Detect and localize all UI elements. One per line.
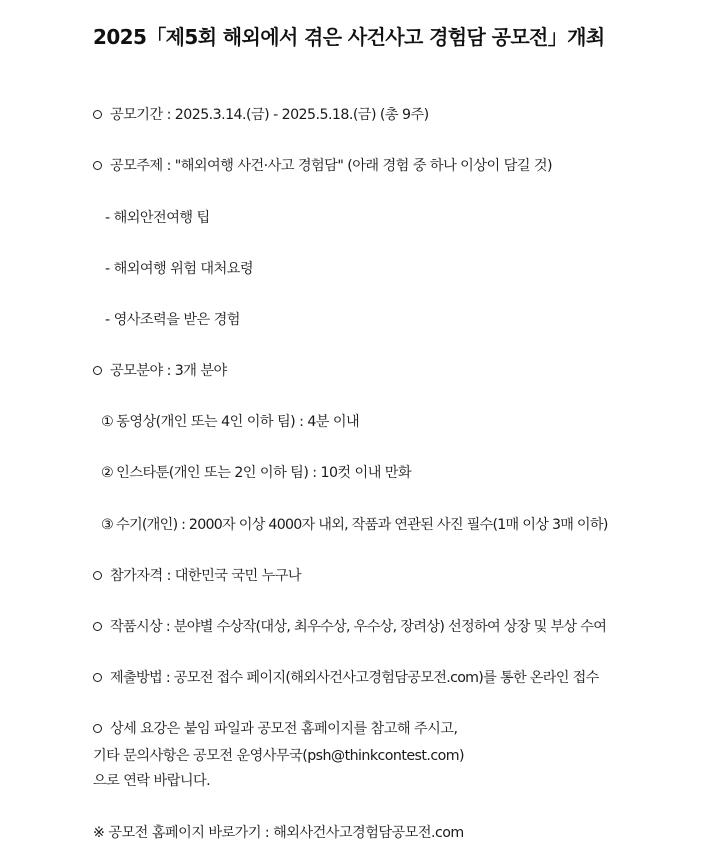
submission-text: 제출방법 : 공모전 접수 페이지(해외사건사고경험담공모전.com)를 통한 온라인 접수 — [110, 670, 599, 686]
circle-bullet-icon — [93, 571, 102, 580]
topic-item-text: 해외여행 위험 대처요령 — [113, 261, 254, 277]
topic-item-text: 영사조력을 받은 경험 — [113, 312, 240, 328]
dash-marker: - — [105, 261, 110, 277]
fields-line — [93, 361, 227, 381]
field-number: ① — [101, 414, 114, 430]
topic-line — [93, 156, 552, 176]
circle-bullet-icon — [93, 366, 102, 375]
details-text-3: 으로 연락 바랍니다. — [93, 773, 211, 789]
details-text-2: 기타 문의사항은 공모전 운영사무국(psh@thinkcontest.com) — [93, 748, 464, 764]
topic-text: 공모주제 : "해외여행 사건·사고 경험담" (아래 경험 중 하나 이상이 담길 것) — [110, 158, 553, 174]
field-item-text: 동영상(개인 또는 4인 이하 팀) : 4분 이내 — [116, 414, 360, 430]
page-title: 2025「제5회 해외에서 겪은 사건사고 경험담 공모전」개최 — [93, 25, 605, 49]
awards-text: 작품시상 : 분야별 수상작(대상, 최우수상, 우수상, 장려상) 선정하여 상장 및 부상 수여 — [110, 619, 607, 635]
circle-bullet-icon — [93, 673, 102, 682]
awards-line — [93, 617, 606, 637]
field-item-text: 수기(개인) : 2000자 이상 4000자 내외, 작품과 연관된 사진 필수(1매 이상 3매 이하) — [115, 517, 608, 533]
field-item — [101, 515, 608, 535]
eligibility-text: 참가자격 : 대한민국 국민 누구나 — [110, 568, 302, 584]
period-line — [93, 105, 429, 125]
dash-marker: - — [105, 210, 110, 226]
topic-item — [105, 208, 210, 228]
submission-line — [93, 668, 599, 688]
details-line-3 — [93, 771, 210, 791]
circle-bullet-icon — [93, 161, 102, 170]
dash-marker: - — [105, 312, 110, 328]
details-line-2 — [93, 746, 464, 766]
fields-text: 공모분야 : 3개 분야 — [110, 363, 227, 379]
topic-item — [105, 259, 253, 279]
homepage-line — [93, 823, 464, 843]
field-item-text: 인스타툰(개인 또는 2인 이하 팀) : 10컷 이내 만화 — [116, 465, 412, 481]
field-item — [101, 463, 411, 483]
field-number: ② — [101, 465, 114, 481]
period-text: 공모기간 : 2025.3.14.(금) - 2025.5.18.(금) (총 9주) — [110, 107, 429, 123]
reference-mark: ※ — [93, 825, 105, 841]
field-item — [101, 412, 359, 432]
topic-item-text: 해외안전여행 팁 — [113, 210, 210, 226]
circle-bullet-icon — [93, 622, 102, 631]
circle-bullet-icon — [93, 724, 102, 733]
circle-bullet-icon — [93, 110, 102, 119]
details-text-1: 상세 요강은 붙임 파일과 공모전 홈페이지를 참고해 주시고, — [110, 721, 458, 737]
topic-item — [105, 310, 240, 330]
field-number: ③ — [101, 517, 113, 533]
details-line-1 — [93, 719, 457, 739]
eligibility-line — [93, 566, 301, 586]
homepage-link[interactable]: 공모전 홈페이지 바로가기 : 해외사건사고경험담공모전.com — [108, 825, 464, 841]
